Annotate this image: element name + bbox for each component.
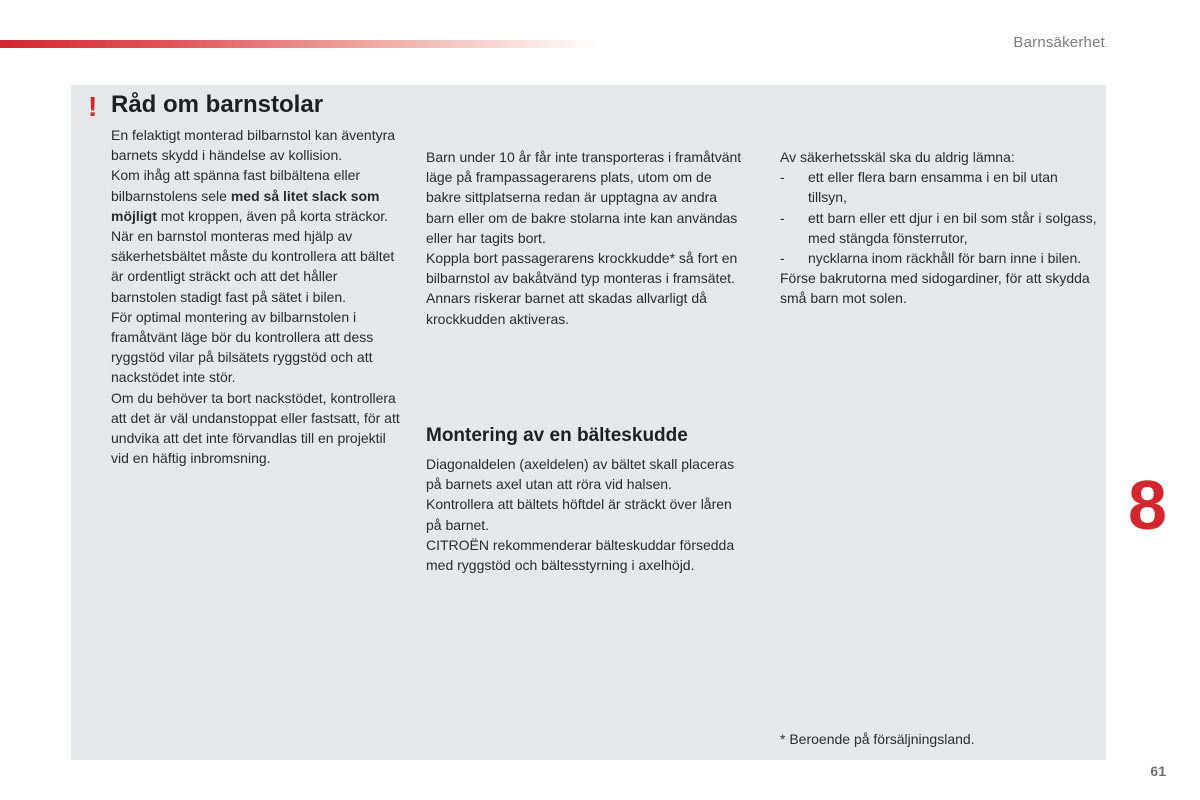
belt-section-text	[426, 454, 746, 575]
list-item: - nycklarna inom räckhåll för barn inne i bilen.	[780, 250, 1082, 267]
header-accent-bar	[0, 40, 600, 48]
paragraph: En felaktigt monterad bilbarnstol kan äventyra barnets skydd i händelse av kollision.	[111, 127, 396, 164]
belt-section-title: Montering av en bälteskudde	[426, 425, 688, 446]
paragraph: För optimal montering av bilbarnstolen i framåtvänt läge bör du kontrollera att dess ryggstöd vilar på bilsätets ryggstöd och att nackstödet inte stör.	[111, 308, 374, 386]
column-2	[426, 147, 746, 329]
page-number: 61	[1150, 763, 1166, 779]
emphasis: med så litet slack som möjligt	[111, 187, 380, 224]
list-item: - ett barn eller ett djur i en bil som står i solgass, med stängda fönsterrutor,	[780, 209, 1097, 246]
paragraph: Barn under 10 år får inte transporteras i framåtvänt läge på frampassagerarens plats, utom om de bakre sittplatserna redan är upptagna av andra barn eller om de bakre stolarna inte kan användas eller har tagits bort.	[426, 149, 742, 246]
warning-list	[780, 167, 1100, 268]
footnote: * Beroende på försäljningsland.	[780, 731, 975, 747]
paragraph: Annars riskerar barnet att skadas allvarligt då krockkudden aktiveras.	[426, 290, 707, 327]
chapter-number: 8	[1128, 466, 1167, 544]
paragraph: När en barnstol monteras med hjälp av säkerhetsbältet måste du kontrollera att bältet är ordentligt sträckt och att det håller barnstolen stadigt fast på sätet i bilen.	[111, 228, 395, 305]
paragraph: Koppla bort passagerarens krockkudde* så fort en bilbarnstol av bakåtvänd typ monteras i framsätet.	[426, 250, 738, 287]
paragraph: Kom ihåg att spänna fast bilbältena eller bilbarnstolens sele med så litet slack som möjligt mot kroppen, även på korta sträckor.	[111, 167, 389, 224]
list-item: - ett eller flera barn ensamma i en bil utan tillsyn,	[780, 169, 1058, 206]
paragraph: Diagonaldelen (axeldelen) av bältet skall placeras på barnets axel utan att röra vid halsen.	[426, 456, 735, 493]
paragraph: Om du behöver ta bort nackstödet, kontrollera att det är väl undanstoppat eller fastsatt, för att undvika att det inte förvandlas till en projektil vid en häftig inbromsning.	[111, 389, 400, 467]
section-title: Barnsäkerhet	[1013, 34, 1105, 51]
warning-title: Råd om barnstolar	[111, 91, 324, 118]
column-3	[780, 147, 1100, 309]
paragraph: Förse bakrutorna med sidogardiner, för att skydda små barn mot solen.	[780, 270, 1090, 307]
paragraph: Av säkerhetsskäl ska du aldrig lämna:	[780, 149, 1015, 165]
warning-icon: !	[88, 91, 98, 122]
paragraph: Kontrollera att bältets höftdel är sträckt över låren på barnet.	[426, 496, 732, 533]
column-1	[111, 125, 401, 468]
paragraph: CITROËN rekommenderar bälteskuddar försedda med ryggstöd och bältesstyrning i axelhöjd.	[426, 536, 735, 574]
